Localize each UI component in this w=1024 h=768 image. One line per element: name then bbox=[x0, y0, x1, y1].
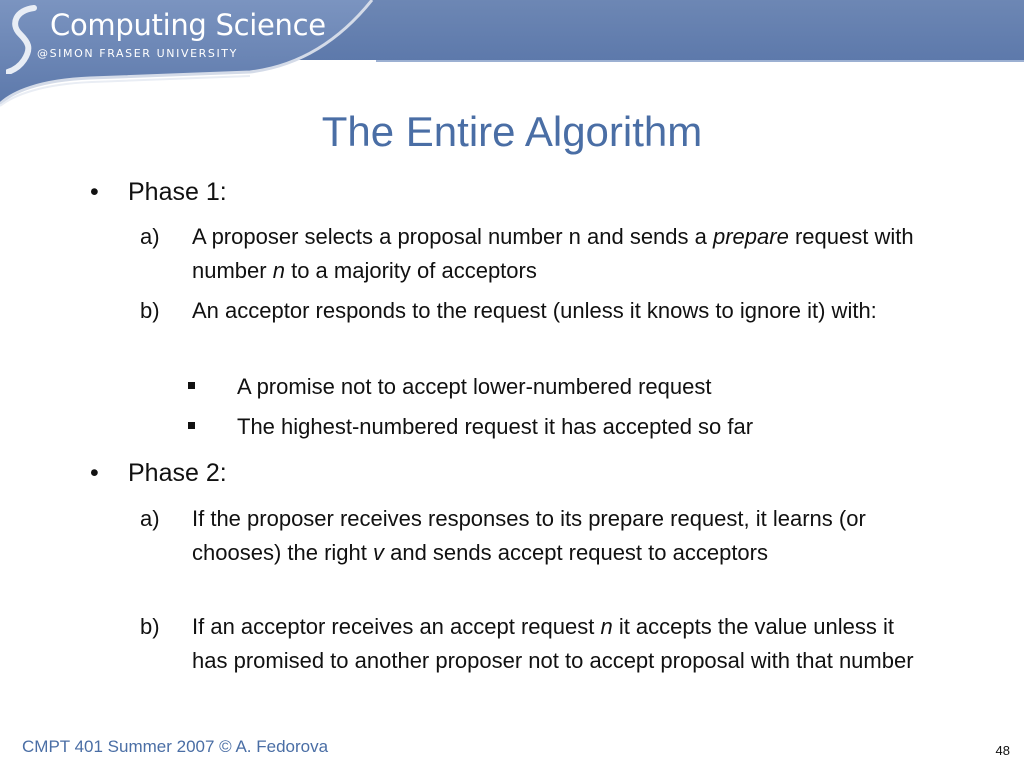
square-bullet-icon bbox=[188, 382, 195, 389]
step-marker: a) bbox=[140, 224, 160, 249]
step-text bbox=[192, 610, 932, 678]
step-text bbox=[192, 502, 932, 570]
brand-subtitle: @SIMON FRASER UNIVERSITY bbox=[37, 47, 238, 60]
phase2-label: Phase 2: bbox=[128, 459, 227, 487]
step-marker: b) bbox=[140, 298, 160, 323]
bullet-icon: • bbox=[90, 178, 99, 206]
step-text-part: and sends accept request to acceptors bbox=[383, 540, 768, 565]
brand-title: Computing Science bbox=[50, 8, 326, 42]
step-text-emphasis: n bbox=[600, 614, 613, 639]
square-bullet-icon bbox=[188, 422, 195, 429]
step-text-part: request with number bbox=[192, 224, 914, 283]
sub-item-text: A promise not to accept lower-numbered request bbox=[237, 374, 712, 399]
step-text-emphasis: v bbox=[372, 540, 384, 565]
step-text-emphasis: n bbox=[272, 258, 285, 283]
step-text bbox=[192, 220, 932, 288]
step-text-part: If an acceptor receives an accept request bbox=[192, 614, 601, 639]
step-text-part: it accepts the value unless it has promised to another proposer not to accept proposal with that number bbox=[192, 614, 914, 673]
step-marker: a) bbox=[140, 506, 160, 531]
step-text-emphasis: prepare bbox=[713, 224, 789, 249]
step-marker: b) bbox=[140, 614, 160, 639]
page-number: 48 bbox=[995, 743, 1010, 758]
slide-title: The Entire Algorithm bbox=[321, 108, 703, 155]
phase1-label: Phase 1: bbox=[128, 178, 227, 206]
bullet-icon: • bbox=[90, 459, 99, 487]
footer-course: CMPT 401 Summer 2007 © A. Fedorova bbox=[22, 737, 329, 756]
step-text: An acceptor responds to the request (unless it knows to ignore it) with: bbox=[192, 298, 877, 323]
step-text-part: to a majority of acceptors bbox=[284, 258, 537, 283]
step-text-part: A proposer selects a proposal number n and sends a bbox=[192, 224, 713, 249]
sub-item-text: The highest-numbered request it has accepted so far bbox=[237, 414, 754, 439]
step-text-part: If the proposer receives responses to its prepare request, it learns (or chooses) the right bbox=[192, 506, 866, 565]
